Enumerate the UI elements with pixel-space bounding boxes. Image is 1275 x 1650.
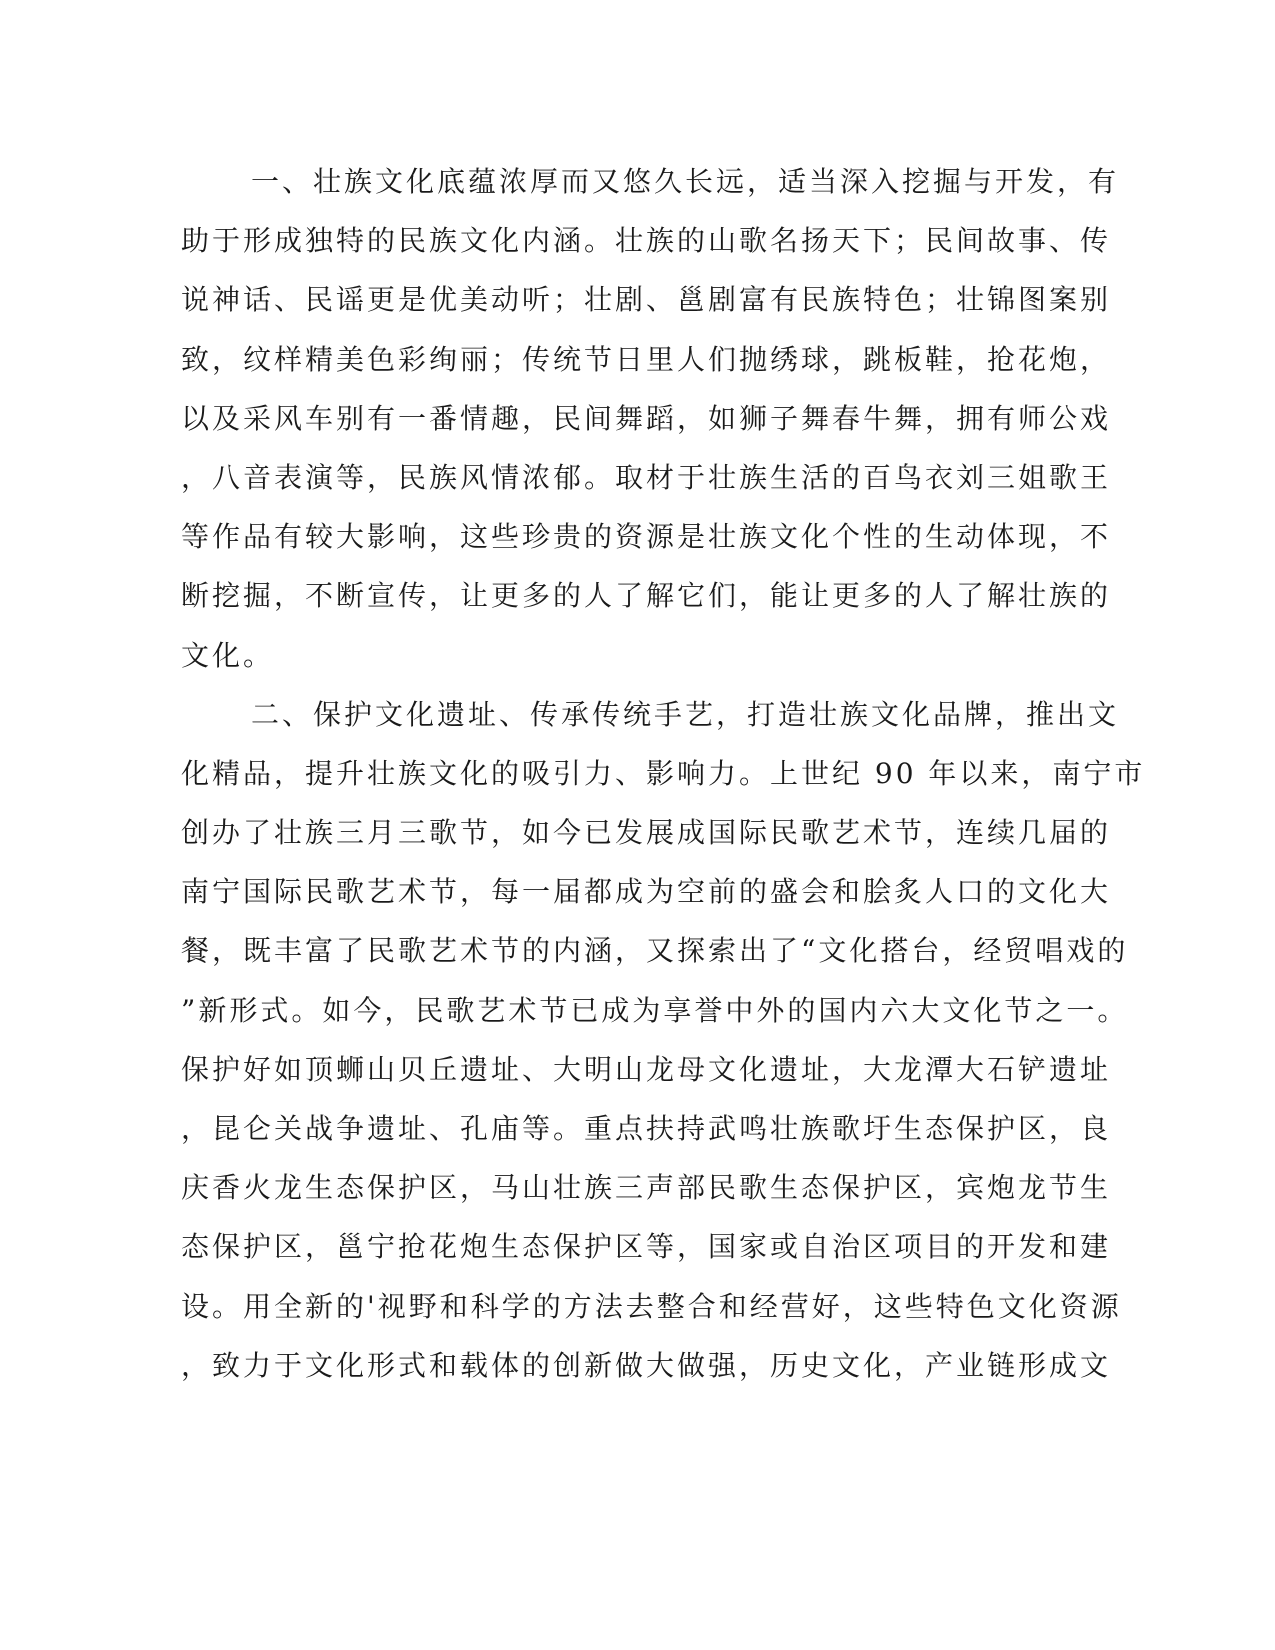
body-text <box>181 160 1146 1403</box>
text-line: 保护好如顶蛳山贝丘遗址、大明山龙母文化遗址，大龙潭大石铲遗址 <box>181 1052 1112 1086</box>
text-line: 等作品有较大影响，这些珍贵的资源是壮族文化个性的生动体现，不 <box>181 520 1112 554</box>
text-line: 说神话、民谣更是优美动听；壮剧、邕剧富有民族特色；壮锦图案别 <box>181 283 1112 317</box>
text-line: 态保护区，邕宁抢花炮生态保护区等，国家或自治区项目的开发和建 <box>181 1230 1112 1264</box>
text-line: 助于形成独特的民族文化内涵。壮族的山歌名扬天下；民间故事、传 <box>181 224 1112 258</box>
text-line: ”新形式。如今，民歌艺术节已成为享誉中外的国内六大文化节之一。 <box>181 993 1129 1027</box>
paragraph-2 <box>181 693 1146 1403</box>
text-line: ，致力于文化形式和载体的创新做大做强，历史文化，产业链形成文 <box>181 1348 1112 1382</box>
text-line: ，昆仑关战争遗址、孔庙等。重点扶持武鸣壮族歌圩生态保护区，良 <box>181 1112 1112 1145</box>
text-line: 设。用全新的'视野和科学的方法去整合和经营好，这些特色文化资源 <box>181 1289 1122 1323</box>
text-line: 二、保护文化遗址、传承传统手艺，打造壮族文化品牌，推出文 <box>251 697 1120 731</box>
text-line: 餐，既丰富了民歌艺术节的内涵，又探索出了“文化搭台，经贸唱戏的 <box>181 934 1129 968</box>
paragraph-1 <box>181 160 1120 693</box>
text-line: 致，纹样精美色彩绚丽；传统节日里人们抛绣球，跳板鞋，抢花炮， <box>181 342 1112 376</box>
text-line: 庆香火龙生态保护区，马山壮族三声部民歌生态保护区，宾炮龙节生 <box>181 1171 1112 1205</box>
text-line: 断挖掘，不断宣传，让更多的人了解它们，能让更多的人了解壮族的 <box>181 579 1112 613</box>
text-line: 创办了壮族三月三歌节，如今已发展成国际民歌艺术节，连续几届的 <box>181 816 1112 850</box>
text-line: 文化。 <box>181 638 275 672</box>
text-line: 化精品，提升壮族文化的吸引力、影响力。上世纪 90 年以来，南宁市 <box>181 756 1146 790</box>
text-line: 南宁国际民歌艺术节，每一届都成为空前的盛会和脍炙人口的文化大 <box>181 875 1112 909</box>
text-line: 以及采风车别有一番情趣，民间舞蹈，如狮子舞春牛舞，拥有师公戏 <box>181 401 1112 435</box>
text-line: 一、壮族文化底蕴浓厚而又悠久长远，适当深入挖掘与开发，有 <box>251 165 1120 198</box>
text-line: ，八音表演等，民族风情浓郁。取材于壮族生活的百鸟衣刘三姐歌王 <box>181 460 1112 494</box>
